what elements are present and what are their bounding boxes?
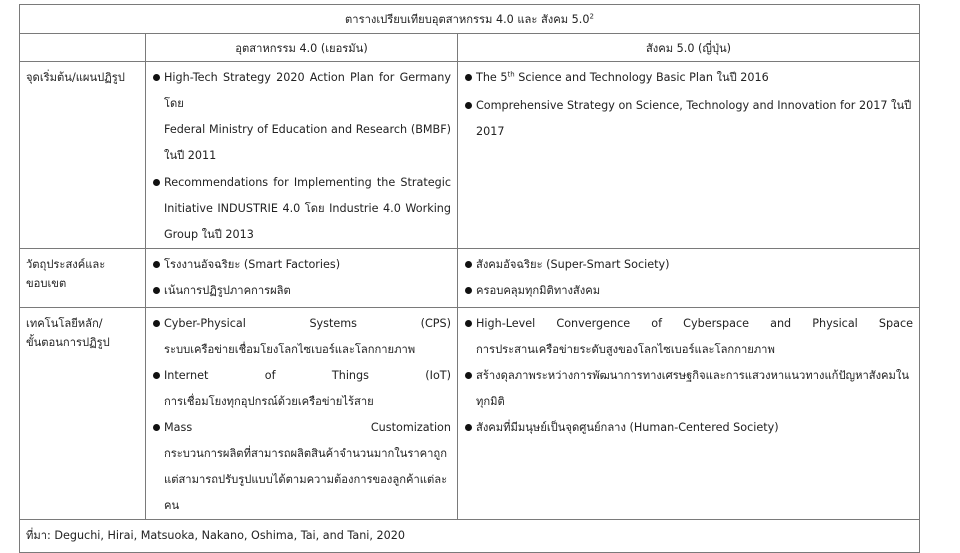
list-item-line: Initiative INDUSTRIE 4.0 โดย Industrie 4.0 Working xyxy=(164,202,451,215)
header-industry-4-0: อุตสาหกรรม 4.0 (เยอรมัน) xyxy=(146,34,458,62)
bullet-icon xyxy=(153,320,160,327)
list-item-line: Federal Ministry of Education and Research (BMBF) xyxy=(164,123,451,136)
row-objective-society-cell xyxy=(458,249,920,308)
bullet-icon xyxy=(465,372,472,379)
list-item-text: Comprehensive Strategy on Science, Technology and Innovation for 2017 ในปี 2017 xyxy=(476,99,912,138)
list-item-desc: แต่สามารถปรับรูปแบบได้ตามความต้องการของลูกค้าแต่ละคน xyxy=(164,473,448,512)
list-item-title: High-Level Convergence of Cyberspace and Physical Space xyxy=(476,317,913,330)
list-item-text: สังคมอัจฉริยะ (Super-Smart Society) xyxy=(476,258,670,271)
list-item xyxy=(464,65,913,91)
bullet-list xyxy=(152,252,451,304)
table-title-row xyxy=(20,5,920,34)
list-item-text: สร้างดุลภาพระหว่างการพัฒนาการทางเศรษฐกิจและการแสวงหาแนวทางแก้ปัญหาสังคมในทุกมิติ xyxy=(476,369,909,408)
list-item-text: สังคมที่มีมนุษย์เป็นจุดศูนย์กลาง (Human-Centered Society) xyxy=(476,421,779,434)
list-item xyxy=(464,93,913,145)
bullet-icon xyxy=(465,320,472,327)
source-row xyxy=(20,520,920,553)
list-item xyxy=(464,415,913,441)
header-society-5-0: สังคม 5.0 (ญี่ปุ่น) xyxy=(458,34,920,62)
table-title xyxy=(20,5,920,34)
list-item-desc: การประสานเครือข่ายระดับสูงของโลกไซเบอร์และโลกกายภาพ xyxy=(476,343,775,356)
list-item-line: High-Tech Strategy 2020 Action Plan for Germany โดย xyxy=(164,71,451,110)
row-technology-industry-cell xyxy=(146,308,458,520)
bullet-list xyxy=(152,65,451,248)
bullet-icon xyxy=(465,261,472,268)
bullet-icon xyxy=(465,287,472,294)
table-title-text: ตารางเปรียบเทียบอุตสาหกรรม 4.0 และ สังคม 5.0 xyxy=(345,13,590,26)
bullet-icon xyxy=(153,74,160,81)
comparison-table xyxy=(19,4,920,553)
row-label-line: เทคโนโลยีหลัก/ xyxy=(26,317,103,330)
list-item xyxy=(464,311,913,363)
row-label-line: ขั้นตอนการปฏิรูป xyxy=(26,336,110,349)
list-item xyxy=(152,252,451,278)
list-item-text: ครอบคลุมทุกมิติทางสังคม xyxy=(476,284,601,297)
list-item xyxy=(152,65,451,169)
list-item-desc: กระบวนการผลิตที่สามารถผลิตสินค้าจำนวนมากในราคาถูก xyxy=(164,447,447,460)
bullet-icon xyxy=(153,179,160,186)
header-blank-cell xyxy=(20,34,146,62)
bullet-icon xyxy=(465,424,472,431)
bullet-icon xyxy=(153,424,160,431)
list-item-text: Science and Technology Basic Plan ในปี 2016 xyxy=(514,71,769,84)
bullet-list xyxy=(464,252,913,304)
row-label-objective: วัตถุประสงค์และขอบเขต xyxy=(20,249,146,308)
row-origin-society-cell xyxy=(458,62,920,249)
bullet-list xyxy=(464,311,913,441)
list-item xyxy=(464,363,913,415)
bullet-icon xyxy=(153,287,160,294)
bullet-icon xyxy=(465,102,472,109)
bullet-icon xyxy=(465,74,472,81)
bullet-icon xyxy=(153,261,160,268)
row-technology-society-cell xyxy=(458,308,920,520)
row-origin-industry-cell xyxy=(146,62,458,249)
table-title-footnote: 2 xyxy=(589,12,594,21)
table-row xyxy=(20,249,920,308)
list-item-line: ในปี 2011 xyxy=(164,149,217,162)
list-item-desc: ระบบเครือข่ายเชื่อมโยงโลกไซเบอร์และโลกกายภาพ xyxy=(164,343,416,356)
bullet-icon xyxy=(153,372,160,379)
source-note: ที่มา: Deguchi, Hirai, Matsuoka, Nakano, Oshima, Tai, and Tani, 2020 xyxy=(20,520,920,553)
list-item-text: The 5 xyxy=(476,71,508,84)
list-item-line: Group ในปี 2013 xyxy=(164,228,254,241)
list-item-text: โรงงานอัจฉริยะ (Smart Factories) xyxy=(164,258,341,271)
ordinal-superscript: th xyxy=(507,70,515,79)
list-item xyxy=(152,170,451,248)
list-item xyxy=(152,278,451,304)
list-item-desc: การเชื่อมโยงทุกอุปกรณ์ด้วยเครือข่ายไร้สาย xyxy=(164,395,374,408)
row-objective-industry-cell xyxy=(146,249,458,308)
bullet-list xyxy=(464,65,913,145)
table-header-row xyxy=(20,34,920,62)
list-item-title: Cyber-Physical Systems (CPS) xyxy=(164,317,451,330)
row-label-technology xyxy=(20,308,146,520)
list-item-line: Recommendations for Implementing the Strategic xyxy=(164,176,451,189)
list-item xyxy=(464,278,913,304)
bullet-list xyxy=(152,311,451,519)
table-row xyxy=(20,308,920,520)
list-item xyxy=(152,415,451,519)
list-item xyxy=(152,363,451,415)
table-row xyxy=(20,62,920,249)
list-item xyxy=(152,311,451,363)
row-label-origin: จุดเริ่มต้น/แผนปฏิรูป xyxy=(20,62,146,249)
list-item-text: เน้นการปฏิรูปภาคการผลิต xyxy=(164,284,291,297)
list-item-title: Mass Customization xyxy=(164,421,451,434)
list-item xyxy=(464,252,913,278)
list-item-title: Internet of Things (IoT) xyxy=(164,369,451,382)
